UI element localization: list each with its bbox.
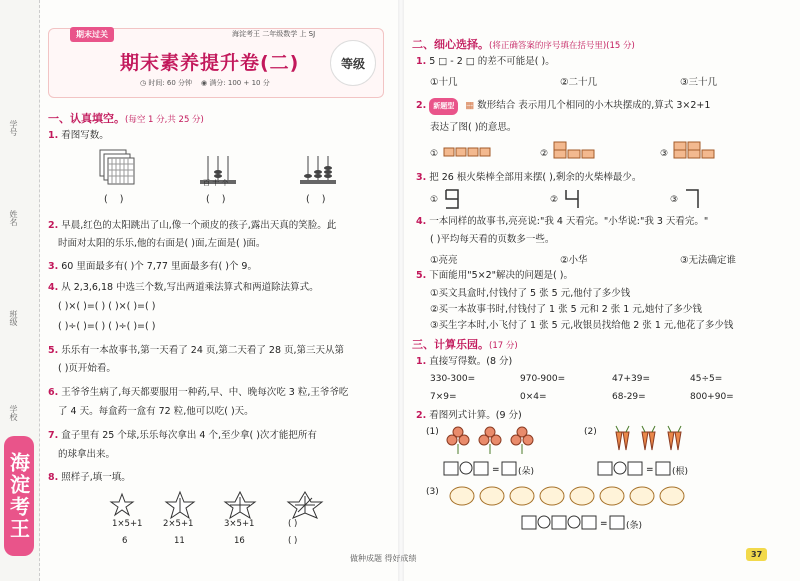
calc-1[interactable]: 330-300=: [430, 374, 476, 384]
exam-score: 满分: 100 + 10 分: [209, 79, 270, 87]
svg-text:(2): (2): [584, 427, 597, 437]
s1-q8-label-2: 2×5+1: [163, 519, 194, 529]
s3-question-1: 1. 直接写得数。(8 分): [416, 356, 513, 367]
s1-question-2: 2. 早晨,红色的太阳跳出了山,像一个顽皮的孩子,露出天真的笑脸。此: [48, 220, 337, 231]
s1-q5-line1: 乐乐有一本故事书,第一天看了 24 页,第二天看了 28 页,第三天从第: [61, 345, 345, 356]
page-title: 期末素养提升卷(二): [120, 52, 300, 74]
s2-q1-option-2[interactable]: ②二十几: [560, 77, 598, 88]
answer-boxes-3: [522, 516, 624, 529]
answer-boxes-2: [598, 462, 670, 475]
s1-q7-line1: 盒子里有 25 个球,乐乐每次拿出 4 个,至少拿( )次才能把所有: [61, 430, 317, 441]
block-option-1: [430, 148, 490, 159]
section-3-points: (17 分): [489, 341, 518, 351]
answer-boxes-1: [444, 462, 516, 475]
calc-8[interactable]: 800+90=: [690, 392, 734, 402]
s2-q5-option-2[interactable]: ②买一本故事书时,付钱付了 1 张 5 元和 2 张 1 元,她付了多少钱: [430, 304, 702, 315]
svg-text:=: =: [492, 465, 500, 475]
flower-bouquet-icon: [447, 427, 533, 454]
abacus-icon-2: [300, 156, 336, 184]
new-question-type-badge: 新题型: [429, 98, 458, 115]
section-1-points: (每空 1 分,共 25 分): [125, 115, 204, 125]
section-1-heading: 一、认真填空。: [48, 112, 125, 125]
s3-q2-figures: [426, 424, 766, 534]
s1-q2-line2: 时面对太阳的乐乐,他的右面是( )面,左面是( )面。: [58, 238, 266, 249]
s1-q2-line1: 早晨,红色的太阳跳出了山,像一个顽皮的孩子,露出天真的笑脸。此: [61, 220, 337, 231]
s1-q4-row1: ( )×( )=( ) ( )×( )=( ): [58, 301, 156, 312]
s2-question-1: 1. 5 □ - 2 □ 的差不可能是( )。: [416, 56, 555, 67]
s2-q4-line2: ( )平均每天看的页数多一些。: [430, 234, 555, 245]
s1-question-7: 7. 盒子里有 25 个球,乐乐每次拿出 4 个,至少拿( )次才能把所有: [48, 430, 317, 441]
section-3-heading: 三、计算乐园。: [412, 338, 489, 351]
s3-question-2: 2. 看图列式计算。(9 分): [416, 410, 522, 421]
s1-q8-label-1: 1×5+1: [112, 519, 143, 529]
s2-q4-line1: 一本同样的故事书,亮亮说:"我 4 天看完。"小华说:"我 3 天看完。": [429, 216, 709, 227]
s2-question-3: 3. 把 26 根火柴棒全部用来摆( ),剩余的火柴棒最少。: [416, 172, 642, 183]
section-2-points: (将正确答案的序号填在括号里)(15 分): [489, 41, 635, 51]
section-1-title: [48, 110, 204, 126]
s2-q2-line2: 表达了图( )的意思。: [430, 122, 517, 133]
score-icon: ◉: [200, 79, 208, 87]
unit-carrots: (根): [672, 467, 689, 477]
spine-label-name: 姓名: [9, 210, 18, 226]
unit-fish: (条): [626, 521, 643, 531]
s1-q7-line2: 的球拿出来。: [58, 449, 116, 460]
footer-slogan: 做种成题 得好成绩: [350, 554, 417, 563]
s1-q8-text: 照样子,填一填。: [61, 472, 131, 483]
svg-text:(1): (1): [426, 427, 439, 437]
svg-text:②: ②: [550, 195, 559, 205]
svg-text:③: ③: [670, 195, 679, 205]
block-option-3: [660, 142, 714, 159]
s1-q1-answer-3[interactable]: ( ): [306, 194, 326, 205]
s1-q5-line2: ( )页开始看。: [58, 363, 116, 374]
svg-text:=: =: [600, 519, 608, 529]
matchstick-nine-icon: [430, 190, 458, 208]
s1-question-3: 3. 60 里面最多有( )个 7,77 里面最多有( )个 9。: [48, 261, 257, 272]
section-2-heading: 二、细心选择。: [412, 38, 489, 51]
exam-time: 时间: 60 分钟: [148, 79, 193, 87]
star-pattern-icon-1: [111, 494, 133, 515]
spine-label-school: 学校: [9, 405, 18, 421]
carrot-bundle-icon: [616, 426, 681, 450]
final-exam-tag: 期末过关: [70, 27, 114, 42]
s2-question-2: 2. 新题型 ▦ 数形结合 表示用几个相同的小木块摆成的,算式 3×2+1: [416, 98, 766, 115]
s3-q1-text: 直接写得数。(8 分): [429, 356, 513, 367]
s1-question-5: 5. 乐乐有一本故事书,第一天看了 24 页,第二天看了 28 页,第三天从第: [48, 345, 345, 356]
s1-q8-value-1: 6: [122, 536, 128, 546]
s1-question-6: 6. 王爷爷生病了,每天都要服用一种药,早、中、晚每次吃 3 粒,王爷爷吃: [48, 387, 349, 398]
series-info: 海淀考王 二年级数学 上 SJ: [232, 30, 316, 38]
s2-q3-shape-options: [430, 186, 730, 212]
matchstick-seven-icon: [670, 190, 698, 208]
calc-6[interactable]: 0×4=: [520, 392, 547, 402]
matchstick-four-icon: [550, 190, 578, 208]
svg-text:=: =: [646, 465, 654, 475]
s2-q1-text: 5 □ - 2 □ 的差不可能是( )。: [429, 56, 555, 67]
s2-q2-block-options: [430, 140, 770, 166]
star-pattern-icon-2: [166, 492, 194, 518]
s2-q2-line1: 数形结合 表示用几个相同的小木块摆成的,算式 3×2+1: [477, 100, 711, 111]
s1-q3-text: 60 里面最多有( )个 7,77 里面最多有( )个 9。: [61, 261, 257, 272]
s3-q2-text: 看图列式计算。(9 分): [429, 410, 522, 421]
unit-flowers: (朵): [518, 467, 535, 477]
calc-2[interactable]: 970-900=: [520, 374, 566, 384]
calc-5[interactable]: 7×9=: [430, 392, 457, 402]
wood-blocks-icon: ▦: [465, 100, 475, 111]
svg-text:(3): (3): [426, 487, 439, 497]
s2-q1-option-1[interactable]: ①十几: [430, 77, 458, 88]
s1-q8-value-4[interactable]: ( ): [288, 536, 298, 546]
s1-question-1: 1. 看图写数。: [48, 130, 109, 141]
s1-q1-answer-1[interactable]: ( ): [104, 194, 124, 205]
s2-q5-option-3[interactable]: ③买生字本时,小飞付了 1 张 5 元,收银员找给他 2 张 1 元,他花了多少钱: [430, 320, 734, 331]
s1-q1-text: 看图写数。: [61, 130, 109, 141]
s2-question-5: 5. 下面能用"5×2"解决的问题是( )。: [416, 270, 573, 281]
s2-q5-option-1[interactable]: ①买文具盒时,付钱付了 5 张 5 元,他付了多少钱: [430, 288, 631, 299]
s2-q3-text: 把 26 根火柴棒全部用来摆( ),剩余的火柴棒最少。: [429, 172, 642, 183]
s1-q1-answer-2[interactable]: ( ): [206, 194, 226, 205]
section-2-title: [412, 36, 635, 52]
calc-4[interactable]: 45÷5=: [690, 374, 723, 384]
star-pattern-icon-3: [225, 492, 255, 518]
spine-label-class: 班级: [9, 310, 18, 326]
s1-q8-value-2: 11: [174, 536, 185, 546]
calc-3[interactable]: 47+39=: [612, 374, 650, 384]
s1-q6-line1: 王爷爷生病了,每天都要服用一种药,早、中、晚每次吃 3 粒,王爷爷吃: [61, 387, 349, 398]
s2-q4-option-2[interactable]: ②小华: [560, 255, 588, 266]
s1-question-8: 8. 照样子,填一填。: [48, 472, 131, 483]
svg-text:①: ①: [430, 195, 439, 205]
s2-q4-option-1[interactable]: ①亮亮: [430, 255, 458, 266]
fish-bowl-icon: [450, 487, 684, 505]
svg-text:②: ②: [540, 149, 549, 159]
s1-q8-stars: [110, 492, 330, 518]
page-number: 37: [746, 548, 767, 561]
s1-q4-text: 从 2,3,6,18 中选三个数,写出两道乘法算式和两道除法算式。: [61, 282, 319, 293]
s1-q8-label-4[interactable]: ( ): [288, 519, 298, 529]
spine-label-id: 学号: [9, 120, 18, 136]
s1-q8-label-3: 3×5+1: [224, 519, 255, 529]
clock-icon: ◷: [140, 79, 147, 87]
page-fold: [398, 0, 404, 581]
brand-logo: 海淀考王: [4, 436, 34, 556]
block-option-2: [540, 142, 594, 159]
svg-text:①: ①: [430, 149, 439, 159]
s1-q8-value-3: 16: [234, 536, 245, 546]
abacus-place-labels: 百 十 个: [203, 179, 229, 187]
s1-q6-line2: 了 4 天。每盒药一盒有 72 粒,他可以吃( )天。: [58, 406, 254, 417]
s2-q1-option-3[interactable]: ③三十几: [680, 77, 718, 88]
s1-q4-row2: ( )÷( )=( ) ( )÷( )=( ): [58, 321, 156, 332]
svg-text:③: ③: [660, 149, 669, 159]
s2-q5-text: 下面能用"5×2"解决的问题是( )。: [429, 270, 573, 281]
s2-question-4: 4. 一本同样的故事书,亮亮说:"我 4 天看完。"小华说:"我 3 天看完。": [416, 216, 709, 227]
hundreds-block-icon: [100, 150, 134, 184]
grade-badge: 等级: [330, 40, 376, 86]
s1-question-4: 4. 从 2,3,6,18 中选三个数,写出两道乘法算式和两道除法算式。: [48, 282, 319, 293]
star-pattern-icon-4: [288, 492, 322, 518]
exam-meta: [140, 78, 270, 88]
calc-7[interactable]: 68-29=: [612, 392, 646, 402]
section-3-title: [412, 336, 518, 352]
s2-q4-option-3[interactable]: ③无法确定谁: [680, 255, 737, 266]
